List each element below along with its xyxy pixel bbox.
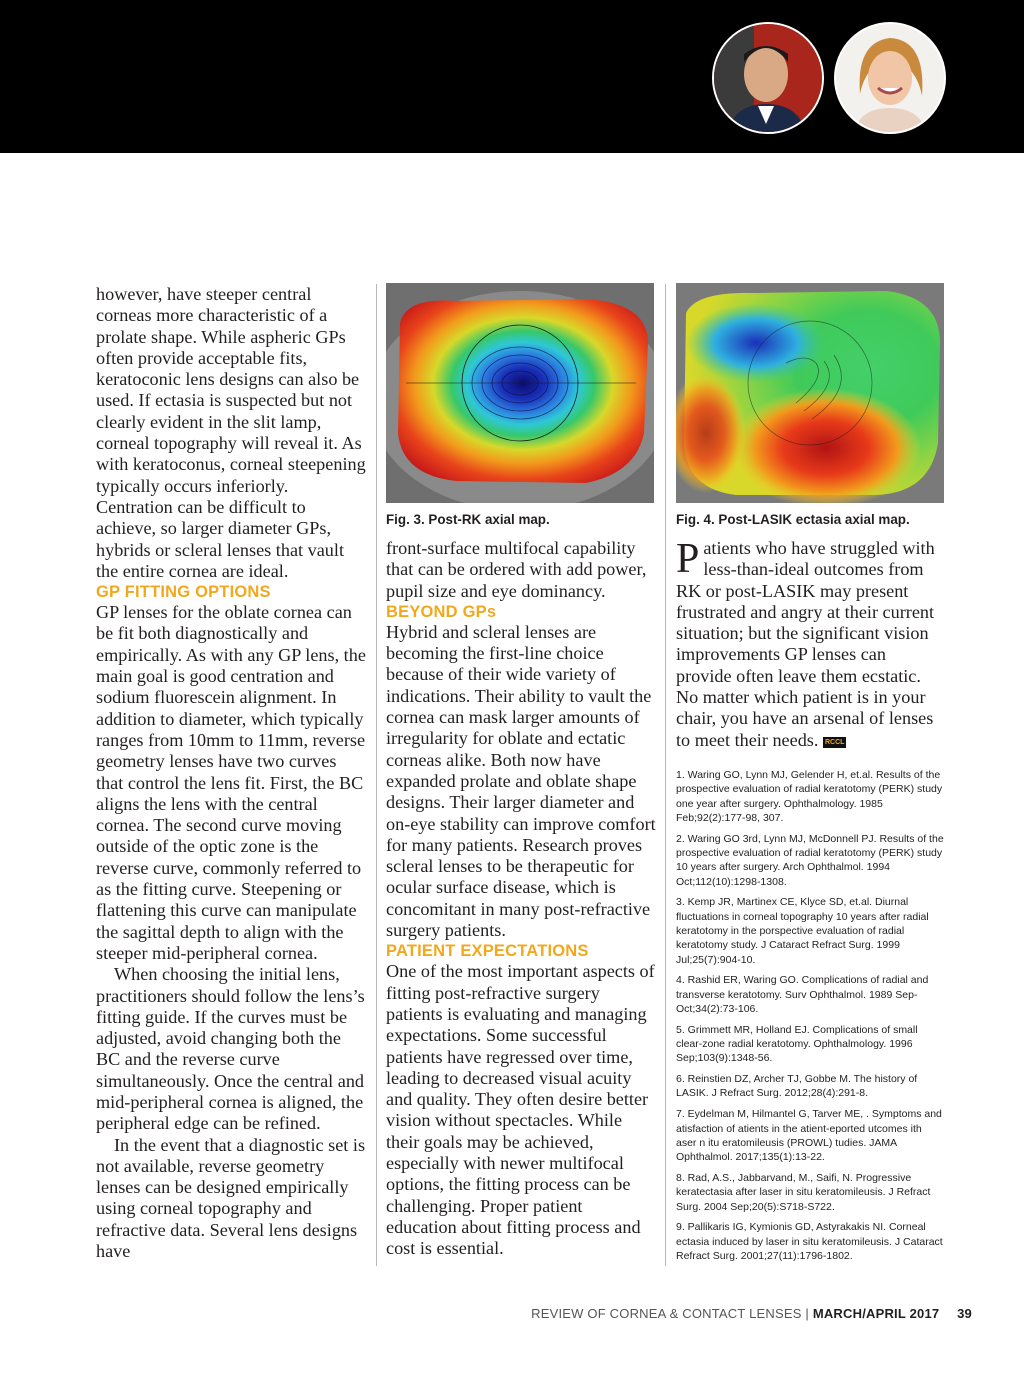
topography-map-image: [676, 283, 944, 503]
end-mark-logo: RCCL: [824, 738, 845, 746]
body-paragraph: When choosing the initial lens, practitioners should follow the lens’s fitting guide. If the curves must be adjusted, avoid changing both the BC and the reverse curve simultaneously. Once the central and mid-peripheral cornea is aligned, the peripheral edge can be refined.: [96, 964, 365, 1134]
figure-4-post-lasik-map: [676, 283, 944, 503]
figure-3-post-rk-map: [386, 283, 654, 503]
closing-paragraph: [676, 538, 944, 751]
author-photo-female: [834, 22, 946, 134]
column-rule-2: [665, 284, 666, 1266]
column-rule-1: [376, 284, 377, 1266]
figure-3-caption: Fig. 3. Post-RK axial map.: [386, 512, 550, 527]
column-1: [96, 284, 368, 1262]
body-paragraph: however, have steeper central corneas more characteristic of a prolate shape. While aspheric GPs often provide acceptable fits, keratoconic lens designs can also be used. If ectasia is suspected but not clearly evident in the slit lamp, corneal topography will reveal it. As with keratoconus, corneal steepening typically occurs inferiorly. Centration can be difficult to achieve, so larger diameter GPs, hybrids or scleral lenses that vault the entire cornea are ideal.: [96, 284, 366, 581]
reference-item: 7. Eydelman M, Hilmantel G, Tarver ME, . Symptoms and atisfaction of atients in the atient-eported utcomes ith aser n itu eratomileusis (PROWL) tudies. JAMA Ophthalmol. 2017;135(1):13-22.: [676, 1108, 942, 1164]
author-photo-male: [712, 22, 824, 134]
reference-item: 1. Waring GO, Lynn MJ, Gelender H, et.al. Results of the prospective evaluation of radial keratotomy (PERK) study one year after surgery. Ophthalmology. 1985 Feb;92(2):177-98, 307.: [676, 769, 943, 824]
issue-date: MARCH/APRIL 2017: [812, 1306, 940, 1321]
body-paragraph: In the event that a diagnostic set is not available, reverse geometry lenses can be designed empirically using corneal topography and refractive data. Several lens designs have: [96, 1134, 366, 1262]
body-paragraph: front-surface multifocal capability that can be ordered with add power, pupil size and eye dominancy.: [386, 538, 647, 601]
reference-item: 3. Kemp JR, Martinex CE, Klyce SD, et.al. Diurnal fluctuations in corneal topography 10 years after radial keratotomy in the porspective evaluation of radial keratotomy study. J Cataract Refract Surg. 1999 Jul;25(7):904-10.: [676, 896, 929, 966]
author-photo-female-image: [836, 24, 944, 132]
reference-item: 5. Grimmett MR, Holland EJ. Complications of small clear-zone radial keratotomy. Ophthalmology. 1996 Sep;103(9):1348-56.: [676, 1023, 918, 1065]
page-number: 39: [957, 1306, 972, 1321]
section-heading-beyond-gps: BEYOND GPs: [386, 602, 497, 621]
closing-paragraph-text: atients who have struggled with less-than-ideal outcomes from RK or post-LASIK may present frustrated and angry at their current situation; but the significant vision improvements GP lenses can provide often leave them ecstatic. No matter which patient is in your chair, you have an arsenal of lenses to meet their needs.: [676, 538, 935, 750]
column-2: [386, 538, 656, 1260]
body-paragraph: Hybrid and scleral lenses are becoming the first-line choice because of their wide variety of indications. Their ability to vault the cornea can mask larger amounts of irregularity for oblate and ectatic corneas alike. Both now have expanded prolate and oblate shape designs. Their larger diameter and on-eye stability can improve comfort for many patients. Research proves scleral lenses to be therapeutic for ocular surface disease, which is concomitant in many post-refractive surgery patients.: [386, 621, 656, 941]
author-photo-male-image: [714, 24, 822, 132]
footer-separator: |: [805, 1306, 809, 1321]
reference-item: 2. Waring GO 3rd, Lynn MJ, McDonnell PJ. Results of the prospective evaluation of radial keratotomy (PERK) study 10 years after surgery. Arch Ophthalmol. 1994 Oct;112(10):1298-1308.: [676, 832, 944, 888]
figure-4-caption: Fig. 4. Post-LASIK ectasia axial map.: [676, 512, 910, 527]
drop-cap: P: [676, 536, 700, 582]
body-paragraph: One of the most important aspects of fitting post-refractive surgery patients is evaluating and managing expectations. Some successful patients have regressed over time, leading to decreased visual acuity and quality. They often desire better vision without spectacles. While their goals may be achieved, especially with newer multifocal options, the fitting process can be challenging. Proper patient education about fitting process and cost is essential.: [386, 961, 655, 1259]
reference-item: 4. Rashid ER, Waring GO. Complications of radial and transverse keratotomy. Surv Ophthalmol. 1989 Sep-Oct;34(2):73-106.: [676, 974, 929, 1015]
reference-item: 9. Pallikaris IG, Kymionis GD, Astyrakakis NI. Corneal ectasia induced by laser in situ keratomileusis. J Cataract Refract Surg. 2001;27(11):1796-1802.: [676, 1221, 943, 1262]
page-footer: [531, 1306, 972, 1321]
section-heading-patient-expectations: PATIENT EXPECTATIONS: [386, 942, 589, 961]
reference-item: 6. Reinstien DZ, Archer TJ, Gobbe M. The history of LASIK. J Refract Surg. 2012;28(4):291-8.: [676, 1073, 918, 1100]
section-heading-gp-fitting: GP FITTING OPTIONS: [96, 583, 271, 602]
column-3: [676, 538, 944, 751]
reference-item: 8. Rad, A.S., Jabbarvand, M., Saifi, N. Progressive keratectasia after laser in situ keratomileusis. J Refract Surg. 2004 Sep;20(5):S718-S722.: [676, 1171, 931, 1213]
topography-map-image: [386, 283, 654, 503]
publication-name: REVIEW OF CORNEA & CONTACT LENSES: [531, 1306, 802, 1321]
references-list: [676, 768, 944, 1270]
body-paragraph: GP lenses for the oblate cornea can be fit both diagnostically and empirically. As with any GP lens, the main goal is good centration and sodium fluorescein alignment. In addition to diameter, which typically ranges from 10mm to 11mm, reverse geometry lenses have two curves that control the lens fit. First, the BC aligns the lens with the central cornea. The second curve moving outside of the optic zone is the reverse curve, commonly referred to as the fitting curve. Steepening or flattening this curve can manipulate the sagittal depth to align with the steeper mid-peripheral cornea.: [96, 602, 366, 963]
